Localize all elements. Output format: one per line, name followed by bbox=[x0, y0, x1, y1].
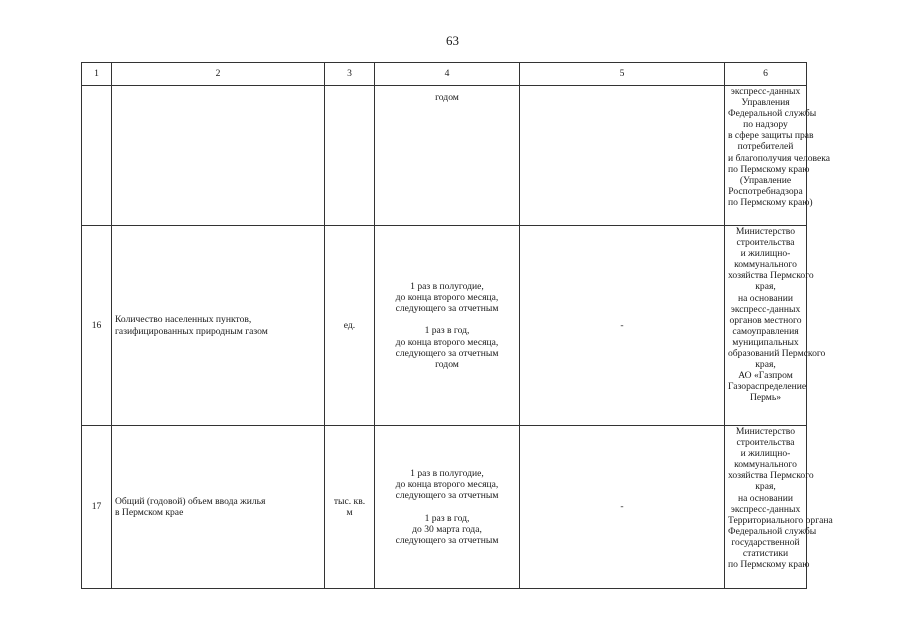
source-line: (Управление bbox=[739, 174, 792, 186]
source-line: Управления bbox=[741, 97, 790, 109]
source-line: АО «Газпром bbox=[738, 370, 793, 382]
unit-line: тыс. кв. bbox=[333, 495, 366, 507]
table-row bbox=[82, 86, 807, 226]
periodicity-spacer bbox=[378, 314, 516, 325]
source-line: Федеральной службы bbox=[728, 108, 817, 120]
unit-cell bbox=[325, 426, 375, 589]
source-cell bbox=[725, 426, 833, 589]
source-line: и жилищно- bbox=[740, 248, 791, 260]
source-line: по Пермскому краю bbox=[728, 163, 810, 175]
source-line: Федеральной службы bbox=[728, 525, 817, 537]
indicator-cell bbox=[112, 86, 325, 226]
periodicity-line: следующего за отчетным bbox=[395, 490, 499, 502]
source-line: экспресс-данных bbox=[730, 503, 801, 515]
row-number-cell: 17 bbox=[82, 426, 112, 589]
source-line: Газораспределение bbox=[728, 381, 807, 393]
source-line: самоуправления bbox=[732, 325, 799, 337]
periodicity-line: 1 раз в полугодие, bbox=[410, 281, 484, 293]
source-line: строительства bbox=[736, 437, 795, 449]
column-header: 3 bbox=[325, 63, 375, 86]
periodicity-line: 1 раз в год, bbox=[424, 325, 470, 337]
source-cell bbox=[725, 86, 831, 226]
periodicity-line: до конца второго месяца, bbox=[395, 479, 499, 491]
source-line: экспресс-данных bbox=[730, 303, 801, 315]
source-line: на основании bbox=[737, 292, 794, 304]
source-line: коммунального bbox=[734, 459, 797, 471]
source-line: в сфере защиты прав bbox=[728, 130, 814, 142]
periodicity-line: следующего за отчетным bbox=[395, 534, 499, 546]
source-line: и благополучия человека bbox=[728, 152, 831, 164]
source-line: и жилищно- bbox=[740, 448, 791, 460]
periodicity-line: следующего за отчетным bbox=[395, 347, 499, 359]
source-line: по надзору bbox=[743, 119, 788, 131]
periodicity-line: до 30 марта года, bbox=[412, 523, 482, 535]
indicators-table bbox=[81, 62, 833, 589]
indicator-line: газифицированных природным газом bbox=[115, 325, 268, 337]
column-header: 4 bbox=[375, 63, 520, 86]
periodicity-spacer bbox=[378, 502, 516, 513]
periodicity-line: годом bbox=[435, 92, 459, 103]
source-line: Министерство bbox=[735, 426, 796, 437]
periodicity-line: до конца второго месяца, bbox=[395, 336, 499, 348]
source-line: экспресс-данных bbox=[730, 86, 801, 97]
unit-cell bbox=[325, 86, 375, 226]
source-line: государственной bbox=[731, 536, 800, 548]
source-line: коммунального bbox=[734, 259, 797, 271]
periodicity-line: 1 раз в год, bbox=[424, 512, 470, 524]
column-header: 5 bbox=[520, 63, 725, 86]
source-line: по Пермскому краю) bbox=[728, 196, 813, 208]
source-line: статистики bbox=[742, 548, 789, 560]
periodicity-cell bbox=[375, 426, 520, 589]
periodicity-line: до конца второго месяца, bbox=[395, 292, 499, 304]
indicator-cell bbox=[112, 426, 325, 589]
periodicity-line: 1 раз в полугодие, bbox=[410, 468, 484, 480]
indicator-line: в Пермском крае bbox=[115, 507, 184, 518]
periodicity-cell bbox=[375, 86, 520, 226]
periodicity-line: годом bbox=[435, 358, 459, 370]
column-5-cell: - bbox=[520, 226, 725, 426]
source-line: муниципальных bbox=[732, 336, 799, 348]
source-line: хозяйства Пермского bbox=[728, 470, 814, 482]
column-header: 2 bbox=[112, 63, 325, 86]
source-line: края, bbox=[755, 281, 776, 293]
page-number: 63 bbox=[446, 33, 459, 48]
source-line: Территориального органа bbox=[728, 514, 833, 526]
column-header: 1 bbox=[82, 63, 112, 86]
periodicity-line: следующего за отчетным bbox=[395, 303, 499, 315]
row-number-cell: 16 bbox=[82, 226, 112, 426]
indicator-line: Общий (годовой) объем ввода жилья bbox=[115, 495, 266, 507]
row-number-cell bbox=[82, 86, 112, 226]
source-line: края, bbox=[755, 481, 776, 493]
table-row bbox=[82, 426, 807, 589]
source-line: Пермь» bbox=[749, 392, 782, 404]
source-line: хозяйства Пермского bbox=[728, 270, 814, 282]
source-line: строительства bbox=[736, 237, 795, 249]
unit-line: ед. bbox=[343, 319, 356, 331]
source-cell bbox=[725, 226, 826, 426]
table-row bbox=[82, 226, 807, 426]
source-line: образований Пермского bbox=[728, 348, 826, 360]
source-line: Министерство bbox=[735, 226, 796, 237]
source-line: органов местного bbox=[729, 314, 802, 326]
periodicity-cell bbox=[375, 226, 520, 426]
indicator-line: Количество населенных пунктов, bbox=[115, 314, 252, 326]
source-line: на основании bbox=[737, 492, 794, 504]
source-line: потребителей bbox=[737, 141, 794, 153]
column-5-cell: - bbox=[520, 426, 725, 589]
source-line: по Пермскому краю bbox=[728, 559, 810, 571]
table-header-row bbox=[82, 63, 807, 86]
unit-cell bbox=[325, 226, 375, 426]
source-line: края, bbox=[755, 359, 776, 371]
column-5-cell bbox=[520, 86, 725, 226]
indicator-cell bbox=[112, 226, 325, 426]
column-header: 6 bbox=[725, 63, 807, 86]
source-line: Роспотребнадзора bbox=[728, 185, 803, 197]
unit-line: м bbox=[346, 507, 353, 518]
